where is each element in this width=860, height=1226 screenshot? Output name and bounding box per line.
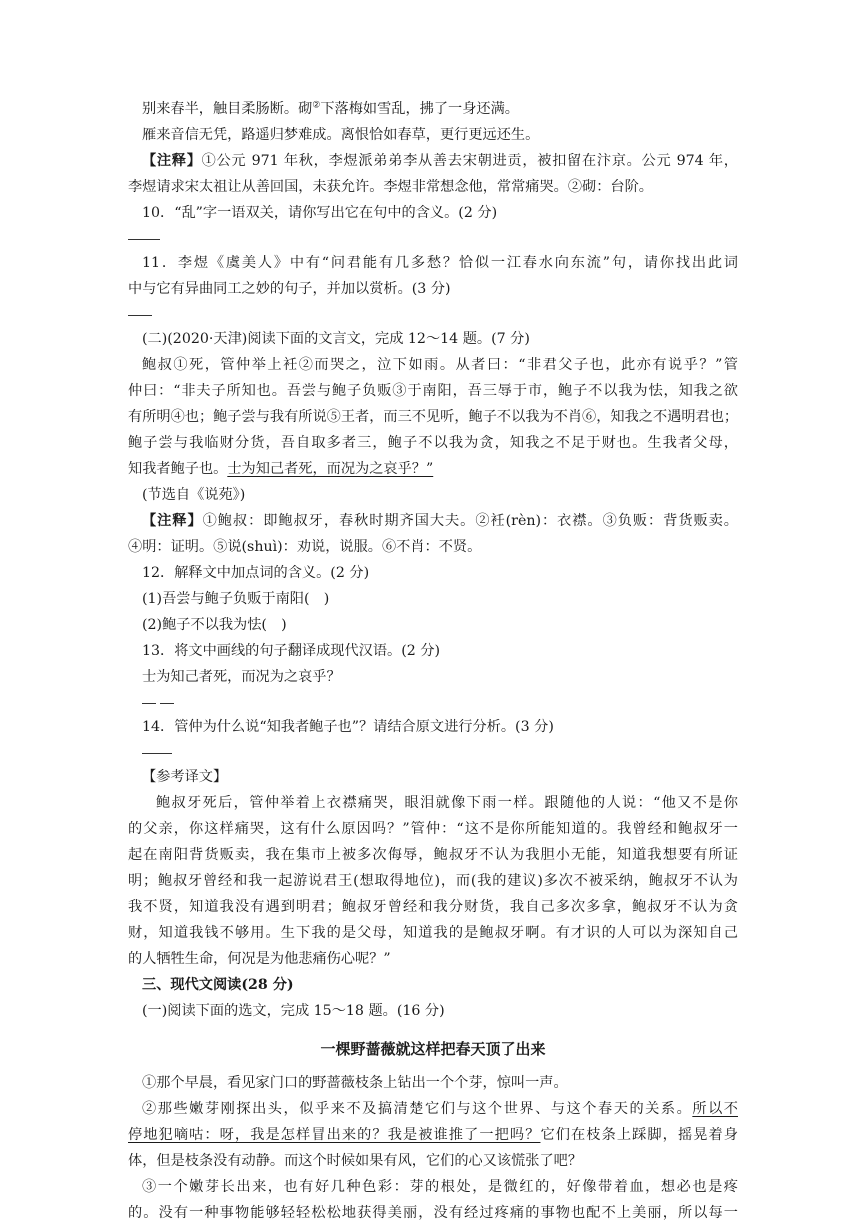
question-14: 14．管仲为什么说“知我者鲍子也”？请结合原文进行分析。(3 分) xyxy=(142,719,554,735)
translation-line-7: 的人牺牲生命，何况是为他悲痛伤心呢？” xyxy=(128,951,391,967)
answer-line-13[interactable] xyxy=(128,690,738,714)
question-10: 10．“乱”字一语双关，请你写出它在句中的含义。(2 分) xyxy=(142,205,498,221)
answer-line-10[interactable] xyxy=(128,226,738,250)
answer-line-14[interactable] xyxy=(128,740,738,764)
note-2-line-a: 【注释】①鲍叔：即鲍叔牙，春秋时期齐国大夫。②衽(rèn)：衣襟。③负贩：背货贩卖。 xyxy=(142,513,738,529)
translation-line-6: 财，知道我钱不够用。生下我的是父母，知道我的是鲍叔牙啊。有才识的人可以为深知自己 xyxy=(128,925,738,941)
passage-line-5: 知我者鲍子也。士为知己者死，而况为之哀乎？” xyxy=(128,461,434,477)
essay-paragraph-2-b: 停地犯嘀咕：呀，我是怎样冒出来的？我是被谁推了一把吗？它们在枝条上踩脚，摇晃着身 xyxy=(128,1127,738,1143)
underlined-sentence: 士为知己者死，而况为之哀乎？” xyxy=(227,461,434,477)
question-13: 13．将文中画线的句子翻译成现代汉语。(2 分) xyxy=(142,643,441,659)
question-12-1: (1)吾尝与鲍子负贩于南阳( ) xyxy=(142,591,330,607)
essay-paragraph-3-a: ③一个嫩芽长出来，也有好几种色彩：芽的根处，是微红的，好像带着血，想必也是疼 xyxy=(142,1179,738,1195)
essay-paragraph-1: ①那个早晨，看见家门口的野蔷薇枝条上钻出一个个芽，惊叫一声。 xyxy=(142,1075,568,1091)
answer-line-11[interactable] xyxy=(128,302,738,326)
translation-line-4: 明；鲍叔牙曾经和我一起游说君王(想取得地位)，而(我的建议)多次不被采纳，鲍叔牙不认为 xyxy=(128,873,738,889)
translation-line-5: 我不贤，知道我没有遇到明君；鲍叔牙曾经和我分财货，我自己多次多拿，鲍叔牙不认为贪 xyxy=(128,899,738,915)
note-1-line-b: 李煜请求宋太祖让从善回国，未获允许。李煜非常想念他，常常痛哭。②砌：台阶。 xyxy=(128,179,653,195)
translation-line-1: 鲍叔牙死后，管仲举着上衣襟痛哭，眼泪就像下雨一样。跟随他的人说：“他又不是你 xyxy=(156,795,738,811)
note-2-line-b: ④明：证明。⑤说(shuì)：劝说，说服。⑥不肖：不贤。 xyxy=(128,539,482,555)
question-12: 12．解释文中加点词的含义。(2 分) xyxy=(142,565,370,581)
passage-line-4: 鲍子尝与我临财分货，吾自取多者三，鲍子不以我为贪，知我之不足于财也。生我者父母， xyxy=(128,435,738,451)
translation-line-3: 起在南阳背货贩卖，我在集市上被多次侮辱，鲍叔牙不认为我胆小无能，知道我想要有所证 xyxy=(128,847,738,863)
poem-line-2: 雁来音信无凭，路遥归梦难成。离恨恰如春草，更行更远还生。 xyxy=(142,127,540,143)
section-3-heading: 三、现代文阅读(28 分) xyxy=(142,977,294,993)
essay-paragraph-2-c: 体，但是枝条没有动静。而这个时候如果有风，它们的心又该慌张了吧？ xyxy=(128,1153,583,1169)
note-1-line-a: 【注释】①公元 971 年秋，李煜派弟弟李从善去宋朝进贡，被扣留在汴京。公元 974 年， xyxy=(142,153,738,169)
translation-label: 【参考译文】 xyxy=(142,769,228,785)
section-2-intro: (二)(2020·天津)阅读下面的文言文，完成 12～14 题。(7 分) xyxy=(142,331,530,347)
essay-paragraph-2-a: ②那些嫩芽刚探出头，似乎来不及搞清楚它们与这个世界、与这个春天的关系。所以不 xyxy=(142,1101,738,1117)
poem-line-1: 别来春半，触目柔肠断。砌②下落梅如雪乱，拂了一身还满。 xyxy=(142,100,519,117)
question-13-sentence: 士为知己者死，而况为之哀乎？ xyxy=(142,669,341,685)
essay-paragraph-3-b: 的。没有一种事物能够轻轻松松地获得美丽，没有经过疼痛的事物也配不上美丽，所以每一 xyxy=(128,1205,738,1221)
question-11-b: 中与它有异曲同工之妙的句子，并加以赏析。(3 分) xyxy=(128,281,451,297)
translation-line-2: 的父亲，你这样痛哭，这有什么原因吗？”管仲：“这不是你所能知道的。我曾经和鲍叔牙一 xyxy=(128,821,738,837)
passage-line-3: 有所明④也；鲍子尝与我有所说⑤王者，而三不见听，鲍子不以我为不肖⑥，知我之不遇明君也； xyxy=(128,409,738,425)
passage-line-1: 鲍叔①死，管仲举上衽②而哭之，泣下如雨。从者曰：“非君父子也，此亦有说乎？”管 xyxy=(142,357,738,373)
essay-title: 一棵野蔷薇就这样把春天顶了出来 xyxy=(320,1040,546,1058)
passage-source: (节选自《说苑》) xyxy=(142,487,246,503)
section-3-intro: (一)阅读下面的选文，完成 15～18 题。(16 分) xyxy=(142,1003,445,1019)
question-11-a: 11．李煜《虞美人》中有“问君能有几多愁？恰似一江春水向东流”句，请你找出此词 xyxy=(142,255,738,271)
question-12-2: (2)鲍子不以我为怯( ) xyxy=(142,617,287,633)
passage-line-2: 仲曰：“非夫子所知也。吾尝与鲍子负贩③于南阳，吾三辱于市，鲍子不以我为怯，知我之欲 xyxy=(128,383,738,399)
document-page xyxy=(128,96,738,1226)
